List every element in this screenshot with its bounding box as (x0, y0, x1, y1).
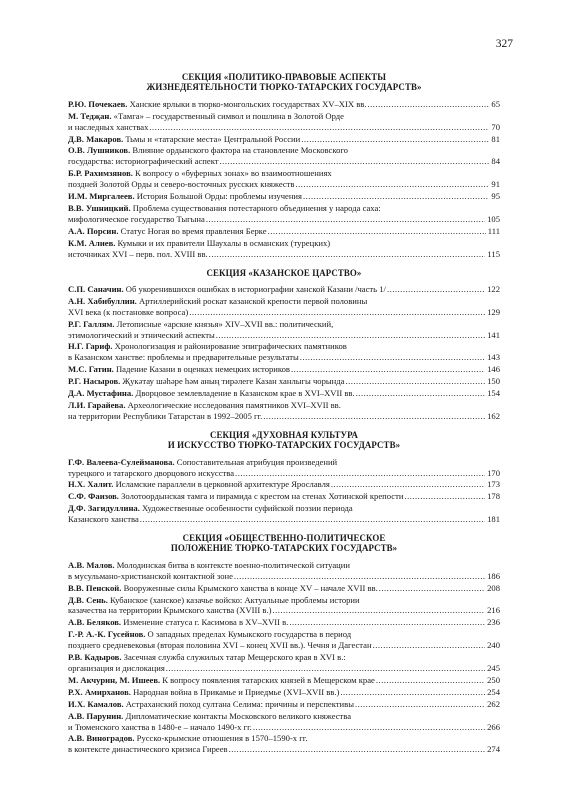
toc-entry (68, 284, 500, 295)
entry-page-number: 186 (487, 570, 500, 581)
entry-page-number: 274 (487, 744, 500, 755)
entry-page-number: 91 (491, 179, 500, 190)
toc-entry-text (68, 249, 208, 260)
toc-entry-line (68, 711, 500, 722)
toc-entry (68, 145, 500, 167)
entry-author: Г.-Р. А.-К. Гусейнов. (68, 629, 146, 640)
entry-title: О западных пределах Кумыкского государства в период (145, 629, 352, 640)
entry-title: Кубанское (ханское) казачье войско: Актуальные проблемы истории (107, 594, 360, 605)
toc-entry (68, 238, 500, 260)
entry-title: XVI века (к постановке вопроса) (68, 306, 189, 317)
toc-entry-line (68, 457, 500, 468)
toc-entry-text (68, 388, 355, 399)
toc-entry (68, 675, 500, 686)
entry-page-number: 254 (487, 686, 500, 697)
toc-entry (68, 296, 500, 318)
toc-entry (68, 134, 500, 145)
toc-entry-text (68, 479, 330, 490)
toc-entry (68, 226, 500, 237)
section-title-line: ЖИЗНЕДЕЯТЕЛЬНОСТИ ТЮРКО-ТАТАРСКИХ ГОСУДАРСТВ» (146, 82, 422, 93)
entry-title: Җукәтау шәһәре һәм аның тирәлеге Казан ханлыгы чорында (120, 376, 345, 387)
dot-leader (376, 675, 485, 686)
entry-title: К вопросу о «буферных зонах» во взаимоотношениях (132, 168, 332, 179)
toc-entry-line (68, 699, 500, 710)
entry-author: Д.В. Макаров. (68, 133, 124, 144)
toc-entry-text (68, 400, 341, 410)
toc-entry-line (68, 330, 500, 341)
entry-author: Р.Ю. Почекаев. (68, 98, 128, 109)
toc-entry-line (68, 307, 500, 318)
toc-entry-text (68, 411, 262, 422)
dot-leader (166, 663, 485, 674)
entry-title: Артиллерийский роскат казанской крепости первой половины (136, 295, 368, 306)
entry-title: в Казанском ханстве: проблемы и предварительные результаты (68, 352, 299, 363)
entry-title: на территории Республики Татарстан в 1992–2005 гг. (68, 410, 263, 421)
toc-section (68, 268, 500, 422)
entry-page-number: 111 (487, 225, 500, 236)
toc-entry-text (68, 179, 294, 190)
entry-author: А.Н. Хабибуллин. (68, 295, 137, 306)
toc-entry-text (68, 629, 351, 639)
page-number: 327 (495, 38, 513, 50)
entry-page-number: 170 (487, 467, 500, 478)
toc-entry-line (68, 595, 500, 606)
entry-author: А.В. Беляков. (68, 617, 122, 628)
toc-entry-line (68, 560, 500, 571)
toc-entry (68, 457, 500, 479)
toc-entry (68, 479, 500, 490)
dot-leader (263, 411, 485, 422)
toc-entry-text (68, 307, 188, 318)
entry-author: Д.А. Мустафина. (68, 388, 134, 399)
toc-entry-text (68, 560, 350, 570)
entry-page-number: 105 (487, 213, 500, 224)
dot-leader (404, 491, 485, 502)
entry-title: История Большой Орды: проблемы изучения (134, 191, 302, 202)
dot-leader (379, 583, 485, 594)
entry-author: Р.Х. Амирханов. (68, 686, 131, 697)
entry-title: «Тамга» – государственный символ и пошлина в Золотой Орде (111, 110, 344, 121)
section-title-line: СЕКЦИЯ «ПОЛИТИКО-ПРАВОВЫЕ АСПЕКТЫ (181, 72, 387, 82)
dot-leader (340, 687, 485, 698)
toc-entry-line (68, 111, 500, 122)
dot-leader (149, 122, 489, 133)
toc-entry-text (68, 733, 307, 743)
toc-entry-line (68, 675, 500, 686)
toc-entry (68, 191, 500, 202)
entry-author: С.П. Саначин. (68, 283, 124, 294)
toc-entry-line (68, 249, 500, 260)
entry-title: Хронологизация и районирование эпиграфических памятников (112, 341, 347, 352)
entry-title: в контексте династического кризиса Гиреев (68, 744, 228, 755)
entry-page-number: 141 (487, 329, 500, 340)
entry-author: Г.Ф. Валеева-Сулейманова. (68, 456, 175, 467)
toc-entry (68, 491, 500, 502)
dot-leader (303, 191, 489, 202)
toc-entry-text (68, 111, 344, 121)
entry-title: Падение Казани в оценках немецких историков (113, 364, 290, 375)
toc-entry-text (68, 341, 347, 351)
entry-author: Д.Ф. Загидуллина. (68, 503, 140, 514)
dot-leader (295, 179, 489, 190)
entry-page-number: 95 (491, 191, 500, 202)
entry-title: в мусульмано-христианской контактной зоне (68, 570, 233, 581)
toc-entry-line (68, 122, 500, 133)
entry-author: Н.Г. Гариф. (68, 341, 113, 352)
toc-entry-line (68, 652, 500, 663)
toc-entry-line (68, 364, 500, 375)
toc-entry (68, 583, 500, 594)
entry-page-number: 262 (487, 698, 500, 709)
toc-entry-text (68, 214, 205, 225)
toc-entry-line (68, 191, 500, 202)
toc-entry-line (68, 341, 500, 352)
toc-entry (68, 364, 500, 375)
entry-page-number: 84 (491, 156, 500, 167)
toc-entry-text (68, 364, 290, 375)
dot-leader (300, 352, 485, 363)
entry-page-number: 154 (487, 388, 500, 399)
section-title (68, 430, 500, 451)
entry-title: организация и дислокация (68, 663, 165, 673)
dot-leader (291, 364, 485, 375)
toc-entry (68, 711, 500, 733)
entry-title: Проблема существования потестарного объединения у народа саха: (130, 202, 381, 213)
entry-page-number: 266 (487, 721, 500, 732)
entry-page-number: 178 (487, 491, 500, 502)
entry-title: Художественные особенности суфийской поэзии периода (139, 503, 353, 514)
toc-entry-line (68, 168, 500, 179)
section-title-line: СЕКЦИЯ «ДУХОВНАЯ КУЛЬТУРА (209, 429, 359, 440)
toc-entry-text (68, 605, 271, 616)
entry-author: О.В. Лушников. (68, 145, 131, 156)
entry-title: мифологическое государство Тыгына (68, 213, 205, 224)
entry-title: Казанского ханства (68, 514, 139, 525)
entry-page-number: 70 (491, 121, 500, 132)
entry-title: К вопросу появления татарских князей в Мещерском крае (160, 674, 375, 685)
toc-entry-text (68, 652, 346, 662)
toc-entry-line (68, 238, 500, 249)
toc-entry-text (68, 503, 353, 513)
entry-page-number: 129 (487, 306, 500, 317)
toc-entry-line (68, 571, 500, 582)
toc-entry-text (68, 514, 139, 525)
toc-entry-text (68, 99, 366, 110)
toc-entry-text (68, 675, 375, 686)
toc-entry-text (68, 168, 332, 178)
entry-page-number: 143 (487, 352, 500, 363)
dot-leader (387, 284, 485, 295)
entry-title: и Тюменского ханства в 1480-е – начало 1490-х гг. (68, 721, 252, 732)
entry-page-number: 181 (487, 514, 500, 525)
entry-title: Народная война в Прикамье и Приедмье (XVI–XVII вв.) (130, 686, 340, 697)
toc-entry-line (68, 468, 500, 479)
toc-entry-text (68, 134, 300, 145)
entry-author: А.А. Порсин. (68, 225, 119, 236)
entry-author: С.Ф. Фаизов. (68, 491, 119, 502)
toc-entry-line (68, 640, 500, 651)
entry-title: Засечная служба служилых татар Мещерского края в XVI в.: (121, 652, 346, 663)
toc-entry-line (68, 617, 500, 628)
toc-entry-line (68, 156, 500, 167)
toc-entry (68, 168, 500, 190)
toc-entry-line (68, 226, 500, 237)
dot-leader (367, 99, 489, 110)
toc-entry-line (68, 663, 500, 674)
entry-title: этимологический и этнический аспекты (68, 329, 215, 340)
section-title-line: СЕКЦИЯ «ОБЩЕСТВЕННО-ПОЛИТИЧЕСКОЕ (182, 533, 386, 544)
toc-entry-text (68, 491, 403, 502)
toc-entry-line (68, 99, 500, 110)
entry-author: Б.Р. Рахимзянов. (68, 168, 133, 179)
toc-entry-line (68, 134, 500, 145)
toc-entry-line (68, 605, 500, 616)
toc-entry (68, 617, 500, 628)
entry-page-number: 81 (491, 133, 500, 144)
toc-entry (68, 629, 500, 651)
entry-page-number: 65 (491, 98, 500, 109)
toc-entry (68, 341, 500, 363)
dot-leader (289, 617, 485, 628)
entry-title: турецкого и татарского дворцового искусства (68, 467, 235, 478)
dot-leader (140, 514, 485, 525)
entry-title: Об укоренившихся ошибках в историографии ханской Казани /часть 1/ (123, 283, 386, 294)
toc-entry-line (68, 214, 500, 225)
toc-entry-text (68, 376, 344, 387)
toc-entry-line (68, 744, 500, 755)
toc-entry-text (68, 352, 299, 363)
toc-entry (68, 388, 500, 399)
entry-page-number: 208 (487, 582, 500, 593)
dot-leader (356, 388, 485, 399)
toc-entry-text (68, 191, 302, 202)
toc-entry (68, 400, 500, 422)
entry-author: В.В. Пенской. (68, 582, 122, 593)
dot-leader (189, 307, 485, 318)
entry-author: Р.Г. Галлям. (68, 318, 115, 329)
toc-entry-line (68, 411, 500, 422)
toc-entry-line (68, 687, 500, 698)
section-title-line: И ИСКУССТВО ТЮРКО-ТАТАРСКИХ ГОСУДАРСТВ» (167, 440, 401, 451)
entry-author: Д.В. Сень. (68, 594, 108, 605)
entry-page-number: 236 (487, 617, 500, 628)
toc-entry-text (68, 330, 215, 341)
section-title (68, 533, 500, 554)
dot-leader (268, 226, 486, 237)
toc-entry-text (68, 319, 333, 329)
toc-entry-line (68, 514, 500, 525)
entry-author: А.В. Виноградов. (68, 733, 135, 744)
toc-entry-line (68, 491, 500, 502)
toc-entry-text (68, 145, 348, 155)
toc-entry-line (68, 296, 500, 307)
dot-leader (220, 156, 490, 167)
toc-entry-text (68, 687, 339, 698)
entry-page-number: 216 (487, 605, 500, 616)
entry-author: В.В. Ушницкий. (68, 202, 131, 213)
toc-entry-text (68, 571, 233, 582)
entry-title: Исламские параллели в церковной архитектуре Ярославля (113, 479, 330, 490)
entry-title: Русско-крымские отношения в 1570–1590-х гг. (134, 733, 308, 744)
toc-entry-text (68, 284, 386, 295)
entry-page-number: 173 (487, 479, 500, 490)
entry-title: Дворцовое землевладение в Казанском крае в XVI–XVII вв. (133, 388, 355, 399)
toc-entry (68, 699, 500, 710)
entry-title: Молодинская битва в контексте военно-политической ситуации (114, 559, 350, 570)
toc-entry (68, 111, 500, 133)
toc-entry-text (68, 744, 228, 755)
section-title-line: СЕКЦИЯ «КАЗАНСКОЕ ЦАРСТВО» (206, 267, 362, 278)
entry-page-number: 122 (487, 283, 500, 294)
entry-author: А.В. Малов. (68, 559, 115, 570)
entry-author: Р.В. Кадыров. (68, 652, 122, 663)
dot-leader (206, 214, 485, 225)
toc-entry-line (68, 352, 500, 363)
table-of-contents (68, 72, 500, 763)
toc-entry-text (68, 468, 234, 479)
toc-entry-text (68, 711, 351, 721)
entry-title: Археологические исследования памятников XVI–XVII вв. (125, 399, 341, 410)
toc-entry-text (68, 296, 367, 306)
entry-title: Астраханский поход султана Селима: причины и перспективы (123, 698, 354, 709)
toc-section (68, 533, 500, 755)
toc-entry-text (68, 617, 288, 628)
entry-title: поздней Золотой Орды и северо-восточных русских княжеств (68, 179, 295, 190)
entry-title: Статус Ногая во время правления Берке (118, 225, 267, 236)
toc-entry (68, 687, 500, 698)
entry-title: Изменение статуса г. Касимова в XV–XVII в. (121, 617, 289, 628)
entry-title: государства: историографический аспект (68, 156, 219, 167)
toc-section (68, 430, 500, 525)
entry-title: Золотоордынская тамга и пирамида с крестом на стенах Хотинской крепости (118, 491, 404, 502)
entry-title: позднего средневековья (вторая половина XVI – конец XVII вв.). Чечня и Дагестан (68, 640, 372, 651)
dot-leader (234, 571, 485, 582)
dot-leader (235, 468, 485, 479)
entry-title: и наследных ханствах (68, 121, 149, 132)
entry-title: Влияние ордынского фактора на становление Московского (130, 145, 348, 156)
entry-title: казачества на территории Крымского ханства (XVIII в.) (68, 605, 272, 616)
toc-entry-text (68, 226, 267, 237)
toc-entry-text (68, 203, 381, 213)
toc-entry-line (68, 583, 500, 594)
toc-entry (68, 503, 500, 525)
dot-leader (345, 376, 485, 387)
dot-leader (331, 479, 485, 490)
entry-page-number: 240 (487, 640, 500, 651)
toc-entry-line (68, 145, 500, 156)
dot-leader (301, 134, 489, 145)
toc-entry-text (68, 122, 148, 133)
section-title (68, 72, 500, 93)
toc-entry (68, 595, 500, 617)
entry-author: А.В. Парунин. (68, 710, 124, 721)
toc-entry-line (68, 722, 500, 733)
toc-entry-text (68, 457, 337, 467)
dot-leader (253, 722, 485, 733)
toc-entry (68, 652, 500, 674)
toc-entry-line (68, 179, 500, 190)
entry-title: источниках XVI – перв. пол. XVIII вв. (68, 248, 208, 259)
toc-entry-text (68, 238, 330, 248)
section-title (68, 268, 500, 278)
dot-leader (229, 744, 486, 755)
toc-entry-line (68, 733, 500, 744)
entry-author: И.Х. Камалов. (68, 698, 124, 709)
dot-leader (373, 640, 486, 651)
entry-author: М. Акчурин, М. Ишеев. (68, 674, 161, 685)
toc-entry-text (68, 699, 354, 710)
entry-page-number: 250 (487, 674, 500, 685)
entry-page-number: 162 (487, 410, 500, 421)
entry-title: Сопоставительная атрибуция произведений (174, 456, 338, 467)
toc-entry (68, 560, 500, 582)
entry-page-number: 146 (487, 364, 500, 375)
toc-entry (68, 376, 500, 387)
toc-entry-text (68, 595, 360, 605)
toc-entry-line (68, 400, 500, 411)
entry-author: Н.Х. Халит. (68, 479, 114, 490)
toc-entry (68, 733, 500, 755)
entry-author: М.С. Гатин. (68, 364, 114, 375)
entry-title: Ханские ярлыки в тюрко-монгольских государствах XV–XIX вв. (127, 98, 367, 109)
entry-title: Вооруженные силы Крымского ханства в конце XV – начале XVII вв. (121, 582, 378, 593)
toc-entry (68, 203, 500, 225)
entry-author: Р.Г. Насыров. (68, 376, 121, 387)
entry-author: М. Тедҗан. (68, 110, 112, 121)
section-title-line: ПОЛОЖЕНИЕ ТЮРКО-ТАТАРСКИХ ГОСУДАРСТВ» (170, 543, 398, 554)
toc-entry-line (68, 203, 500, 214)
toc-entry-text (68, 663, 165, 674)
dot-leader (355, 699, 485, 710)
entry-page-number: 150 (487, 376, 500, 387)
entry-author: К.М. Алиев. (68, 237, 116, 248)
toc-entry-text (68, 156, 219, 167)
dot-leader (216, 330, 485, 341)
toc-entry-line (68, 376, 500, 387)
toc-entry-text (68, 640, 372, 651)
toc-entry-text (68, 722, 252, 733)
entry-page-number: 245 (487, 663, 500, 673)
toc-entry-line (68, 479, 500, 490)
toc-entry-line (68, 388, 500, 399)
toc-entry-line (68, 284, 500, 295)
toc-entry-text (68, 583, 378, 594)
entry-author: И.М. Миргалеев. (68, 191, 135, 202)
toc-section (68, 72, 500, 260)
toc-entry-line (68, 629, 500, 640)
dot-leader (209, 249, 486, 260)
toc-entry-line (68, 319, 500, 330)
toc-entry (68, 99, 500, 110)
entry-page-number: 115 (487, 248, 500, 259)
toc-entry-line (68, 503, 500, 514)
entry-title: Кумыки и их правители Шаухалы в османских (турецких) (115, 237, 331, 248)
entry-title: Летописные «арские князья» XIV–XVII вв.: политический, (114, 318, 334, 329)
dot-leader (272, 605, 485, 616)
entry-title: Тьмы и «татарские места» Центральной России (123, 133, 301, 144)
entry-author: Л.И. Гарайева. (68, 399, 126, 410)
entry-title: Дипломатические контакты Московского великого княжества (123, 710, 352, 721)
toc-entry (68, 319, 500, 341)
